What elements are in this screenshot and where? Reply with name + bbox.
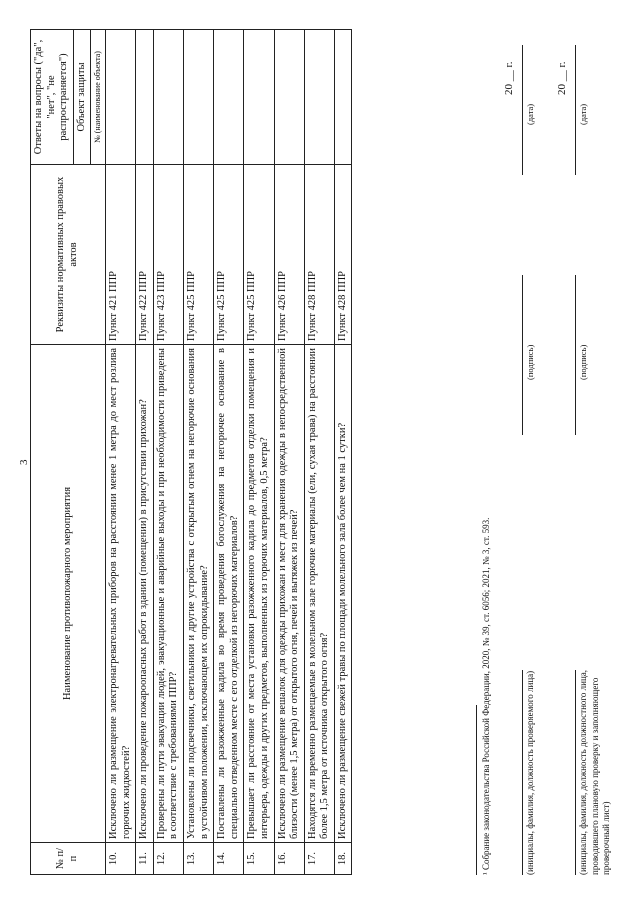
signature-date-line — [575, 45, 576, 175]
row-number: 13. — [183, 843, 213, 875]
table-row — [304, 30, 334, 875]
signature-name-line — [522, 670, 523, 875]
header-object-no: № — [93, 135, 103, 143]
row-reference: Пункт 425 ППР — [244, 165, 274, 345]
row-answer-cell — [244, 30, 274, 165]
header-object-name — [91, 30, 106, 165]
header-object-title: Объект защиты — [73, 30, 91, 165]
checklist-table — [30, 29, 352, 875]
signature-sign-caption: (подпись) — [578, 344, 588, 380]
row-question: Проверены ли пути эвакуации людей, эвакуационные и аварийные выходы и при необходимости приведены в соответствие с требованиями ППР? — [153, 345, 183, 843]
row-answer-cell — [304, 30, 334, 165]
signature-name-line — [575, 670, 576, 875]
row-reference: Пункт 423 ППР — [153, 165, 183, 345]
signature-year: 20 __ г. — [503, 61, 515, 95]
row-reference: Пункт 426 ППР — [274, 165, 304, 345]
row-question: Исключено ли размещение свежей травы по площади молельного зала более чем на 1 сутки? — [334, 345, 352, 843]
row-reference: Пункт 428 ППР — [304, 165, 334, 345]
signature-label: (инициалы, фамилия, должность должностного лица, проводившего плановую проверку и заполняющего проверочный лист) — [578, 669, 612, 875]
header-name: Наименование противопожарного мероприятия — [31, 345, 106, 843]
row-question: Находятся ли временно размещаемые в молельном зале горючие материалы (ели, сухая трава) на расстоянии более 1,5 метра от источника открытого огня? — [304, 345, 334, 843]
footnote: ¹ Собрание законодательства Российской Федерации, 2020, № 39, ст. 6056; 2021, № 3, ст. 593. — [481, 517, 491, 875]
row-question: Исключено ли размещение вешалок для одежды прихожан и мест для хранения одежды в непосредственной близости (менее 1,5 метра) от открытого огня, печей и вытяжек из печей? — [274, 345, 304, 843]
row-number: 18. — [334, 843, 352, 875]
row-reference: Пункт 425 ППР — [183, 165, 213, 345]
table-row — [136, 30, 154, 875]
row-number: 14. — [214, 843, 244, 875]
table-row — [105, 30, 135, 875]
row-question: Исключено ли размещение электронагревательных приборов на расстоянии менее 1 метра до мест розлива горючих жидкостей? — [105, 345, 135, 843]
row-reference: Пункт 421 ППР — [105, 165, 135, 345]
row-question: Поставлены ли разожженные кадила во время проведения богослужения на негорючее основание в специально отведенном месте с его отделкой из негорючих материалов? — [214, 345, 244, 843]
row-number: 12. — [153, 843, 183, 875]
row-reference: Пункт 428 ППР — [334, 165, 352, 345]
table-row — [214, 30, 244, 875]
signature-sign-line — [522, 275, 523, 435]
header-object-name-text: (наименование объекта) — [93, 51, 103, 134]
row-reference: Пункт 425 ППР — [214, 165, 244, 345]
row-answer-cell — [153, 30, 183, 165]
table-row — [153, 30, 183, 875]
row-answer-cell — [105, 30, 135, 165]
row-answer-cell — [274, 30, 304, 165]
row-number: 15. — [244, 843, 274, 875]
table-row — [183, 30, 213, 875]
row-question: Установлены ли подсвечники, светильники и другие устройства с открытым огнем на негорючие основания в устойчивом положении, исключающем их опрокидывание? — [183, 345, 213, 843]
signature-date-line — [522, 45, 523, 175]
signature-year: 20 __ г. — [556, 61, 568, 95]
signature-sign-caption: (подпись) — [525, 344, 535, 380]
row-number: 16. — [274, 843, 304, 875]
row-number: 10. — [105, 843, 135, 875]
table-row — [334, 30, 352, 875]
row-question: Превышает ли расстояние от места установки разожженного кадила до предметов отделки помещения и интерьера, одежды и других предметов, выполненных из горючих материалов, 0,5 метра? — [244, 345, 274, 843]
row-reference: Пункт 422 ППР — [136, 165, 154, 345]
row-number: 17. — [304, 843, 334, 875]
signature-label: (инициалы, фамилия, должность проверяемого лица) — [525, 670, 535, 875]
signature-date-caption: (дата) — [525, 103, 535, 125]
row-answer-cell — [183, 30, 213, 165]
row-answer-cell — [214, 30, 244, 165]
row-answer-cell — [334, 30, 352, 165]
table-row — [274, 30, 304, 875]
page-number: 3 — [18, 459, 30, 465]
footnote-divider — [476, 705, 477, 875]
signature-sign-line — [575, 275, 576, 435]
row-question: Исключено ли проведение пожароопасных работ в здании (помещении) в присутствии прихожан? — [136, 345, 154, 843]
header-answers: Ответы на вопросы ("да", "нет", "не распространяется") — [31, 30, 74, 165]
header-num: № п/п — [31, 843, 106, 875]
table-row — [244, 30, 274, 875]
header-requisites: Реквизиты нормативных правовых актов — [31, 165, 106, 345]
row-number: 11. — [136, 843, 154, 875]
row-answer-cell — [136, 30, 154, 165]
signature-date-caption: (дата) — [578, 103, 588, 125]
